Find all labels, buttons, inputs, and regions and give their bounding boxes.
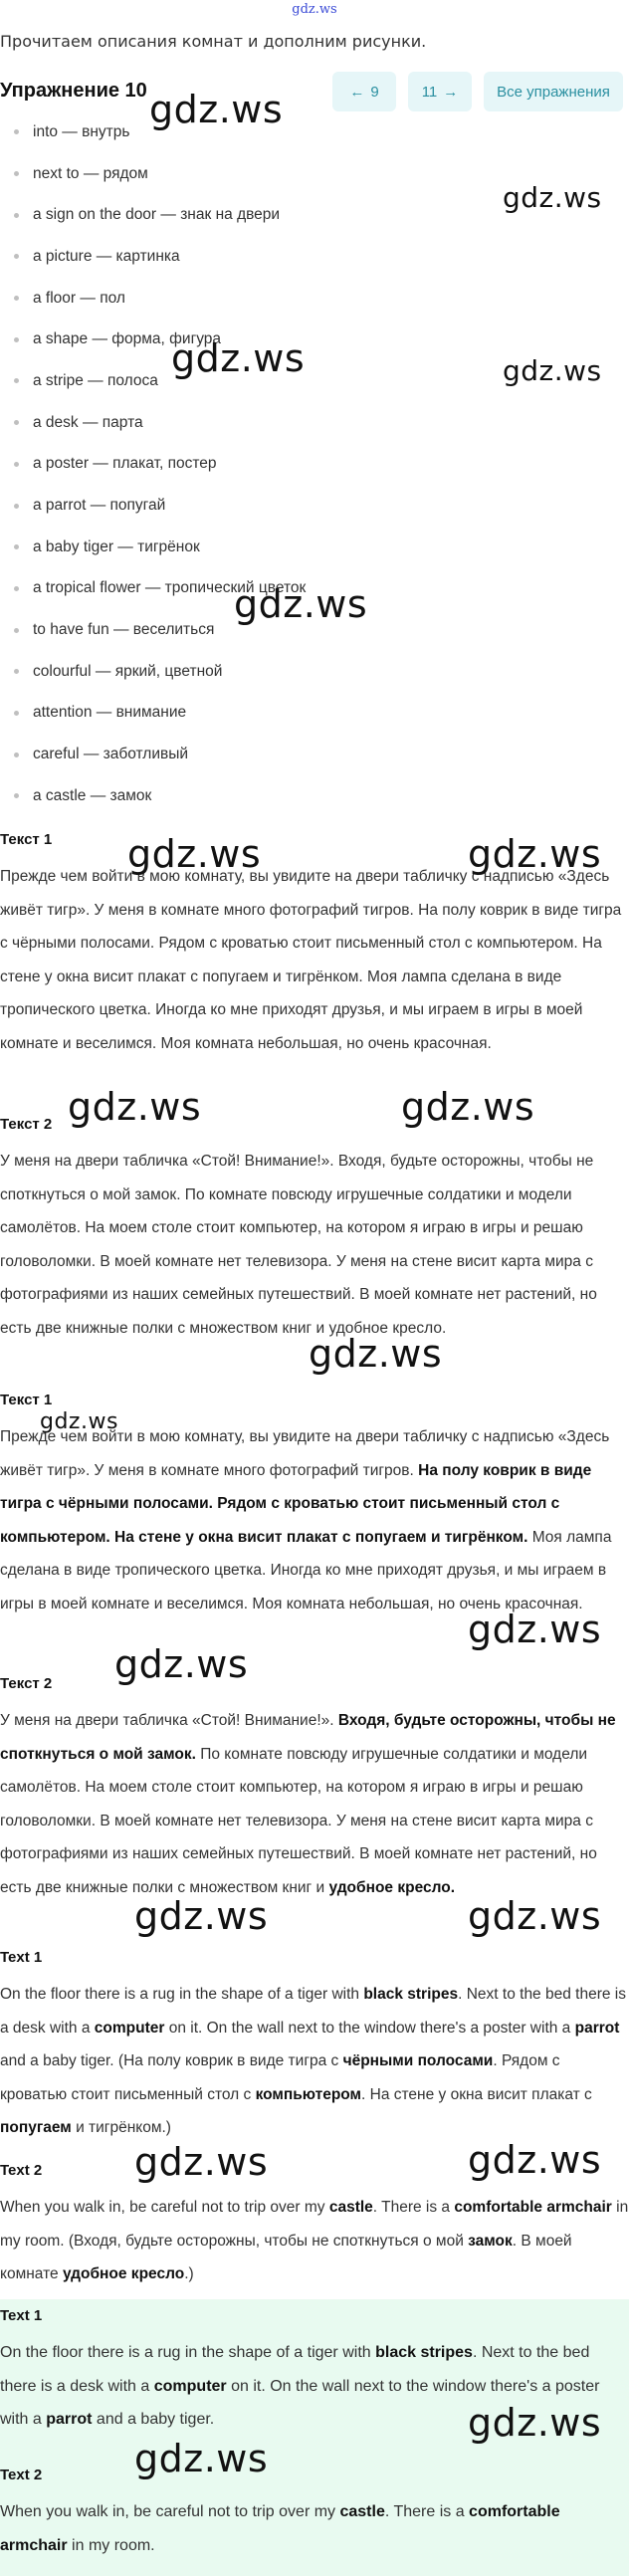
bullet-icon	[14, 378, 19, 383]
text2-en-final	[0, 2467, 629, 2562]
paragraph: On the floor there is a rug in the shape of a tiger with black stripes. Next to the bed there is a desk with a computer on it. On the wall next to the window there's a poster with a parrot and a baby tiger. (На полу коврик в виде тигра с чёрными полосами. Рядом с кроватью стоит письменный стол с компьютером. На стене у окна висит плакат с попугаем и тигрёнком.)	[0, 1986, 626, 2136]
paragraph: On the floor there is a rug in the shape of a tiger with black stripes. Next to the bed there is a desk with a computer on it. On the wall next to the window there's a poster with a parrot and a baby tiger.	[0, 2344, 600, 2428]
paragraph: When you walk in, be careful not to trip over my castle. There is a comfortable armchair in my room. (Входя, будьте осторожны, чтобы не споткнуться о мой замок. В моей комнате удобное кресло.)	[0, 2199, 629, 2282]
watermark: gdz.ws	[171, 336, 306, 380]
section-title: Текст 2	[0, 1116, 53, 1133]
watermark: gdz.ws	[68, 1085, 202, 1129]
watermark: gdz.ws	[503, 354, 602, 387]
bullet-icon	[14, 793, 19, 798]
bullet-icon	[14, 544, 19, 549]
list-item: a poster — плакат, постер	[14, 444, 306, 486]
bullet-icon	[14, 669, 19, 674]
watermark: gdz.ws	[127, 832, 262, 876]
list-item: a desk — парта	[14, 402, 306, 444]
watermark: gdz.ws	[468, 2138, 602, 2182]
bullet-icon	[14, 296, 19, 301]
list-item: a tropical flower — тропический цветок	[14, 568, 306, 610]
bullet-icon	[14, 462, 19, 467]
section-title: Text 2	[0, 2162, 43, 2179]
watermark: gdz.ws	[468, 1894, 602, 1938]
bullet-icon	[14, 420, 19, 425]
bullet-icon	[14, 711, 19, 716]
list-item: careful — заботливый	[14, 734, 306, 775]
next-exercise-label: 11	[421, 83, 438, 101]
prev-exercise-button[interactable]	[332, 72, 396, 111]
bullet-icon	[14, 129, 19, 134]
paragraph: Прежде чем войти в мою комнату, вы увидите на двери табличку с надписью «Здесь живёт тигр». У меня в комнате много фотографий тигров. На полу коврик в виде тигра с чёрными полосами. Рядом с кроватью стоит письменный стол с компьютером. На стене у окна висит плакат с попугаем и тигрёнком. Моя лампа сделана в виде тропического цветка. Иногда ко мне приходят друзья, и мы играем в игры в моей комнате и веселимся. Моя комната небольшая, но очень красочная.	[0, 868, 622, 1052]
watermark: gdz.ws	[149, 88, 284, 131]
watermark: gdz.ws	[309, 1332, 443, 1376]
section-title: Text 1	[0, 2307, 43, 2324]
watermark: gdz.ws	[114, 1642, 249, 1686]
bullet-icon	[14, 337, 19, 342]
list-item: a sign on the door — знак на двери	[14, 194, 306, 236]
bullet-icon	[14, 213, 19, 218]
watermark: gdz.ws	[134, 1894, 269, 1938]
watermark: gdz.ws	[401, 1085, 535, 1129]
list-item: attention — внимание	[14, 693, 306, 735]
bullet-icon	[14, 628, 19, 633]
bullet-icon	[14, 752, 19, 757]
arrow-left-icon: ←	[349, 83, 365, 101]
list-item: colourful — яркий, цветной	[14, 651, 306, 693]
list-item: a shape — форма, фигура	[14, 319, 306, 360]
list-item: a baby tiger — тигрёнок	[14, 527, 306, 568]
exercise-header	[0, 72, 629, 113]
site-logo[interactable]: gdz.ws	[292, 2, 337, 17]
list-item: a castle — замок	[14, 775, 306, 817]
list-item: a picture — картинка	[14, 236, 306, 278]
bullet-icon	[14, 504, 19, 509]
watermark: gdz.ws	[234, 582, 368, 626]
vocabulary-list	[14, 111, 306, 817]
bullet-icon	[14, 586, 19, 591]
text2-ru-highlighted	[0, 1675, 629, 1904]
section-title: Text 2	[0, 2467, 43, 2483]
text2-ru	[0, 1116, 629, 1345]
watermark: gdz.ws	[134, 2140, 269, 2184]
section-title: Текст 2	[0, 1675, 53, 1692]
list-item: a stripe — полоса	[14, 360, 306, 402]
watermark: gdz.ws	[468, 2401, 602, 2445]
paragraph: У меня на двери табличка «Стой! Внимание!». Входя, будьте осторожны, чтобы не споткнуться о мой замок. По комнате повсюду игрушечные солдатики и модели самолётов. На моем столе стоит компьютер, на котором я играю в игры и решаю головоломки. В моей комнате нет телевизора. У меня на стене висит карта мира с фотографиями из наших семейных путешествий. В моей комнате нет растений, но есть две книжные полки с множеством книг и удобное кресло.	[0, 1153, 597, 1337]
paragraph: When you walk in, be careful not to trip over my castle. There is a comfortable armchair in my room.	[0, 2503, 560, 2554]
watermark: gdz.ws	[503, 181, 602, 214]
list-item: a floor — пол	[14, 278, 306, 320]
section-title: Текст 1	[0, 1392, 53, 1408]
list-item: to have fun — веселиться	[14, 609, 306, 651]
list-item: next to — рядом	[14, 153, 306, 195]
arrow-right-icon: →	[443, 83, 459, 101]
section-title: Text 1	[0, 1949, 43, 1966]
text1-en-mixed	[0, 1949, 629, 2145]
paragraph: У меня на двери табличка «Стой! Внимание!». Входя, будьте осторожны, чтобы не споткнуться о мой замок. По комнате повсюду игрушечные солдатики и модели самолётов. На моем столе стоит компьютер, на котором я играю в игры и решаю головоломки. В моей комнате нет телевизора. У меня на стене висит карта мира с фотографиями из наших семейных путешествий. В моей комнате нет растений, но есть две книжные полки с множеством книг и удобное кресло.	[0, 1712, 616, 1896]
intro-text: Прочитаем описания комнат и дополним рисунки.	[0, 32, 427, 51]
watermark: gdz.ws	[468, 832, 602, 876]
list-item: into — внутрь	[14, 111, 306, 153]
section-title: Текст 1	[0, 831, 53, 848]
bullet-icon	[14, 254, 19, 259]
prev-exercise-label: 9	[370, 83, 379, 101]
watermark: gdz.ws	[40, 1409, 118, 1434]
bullet-icon	[14, 171, 19, 176]
list-item: a parrot — попугай	[14, 485, 306, 527]
all-exercises-button[interactable]: Все упражнения	[484, 72, 623, 111]
next-exercise-button[interactable]	[408, 72, 472, 111]
exercise-title: Упражнение 10	[0, 80, 147, 102]
paragraph: Прежде чем войти в мою комнату, вы увидите на двери табличку с надписью «Здесь живёт тигр». У меня в комнате много фотографий тигров. На полу коврик в виде тигра с чёрными полосами. Рядом с кроватью стоит письменный стол с компьютером. На стене у окна висит плакат с попугаем и тигрёнком. Моя лампа сделана в виде тропического цветка. Иногда ко мне приходят друзья, и мы играем в игры в моей комнате и веселимся. Моя комната небольшая, но очень красочная.	[0, 1428, 612, 1612]
watermark: gdz.ws	[134, 2437, 269, 2480]
watermark: gdz.ws	[468, 1608, 602, 1651]
